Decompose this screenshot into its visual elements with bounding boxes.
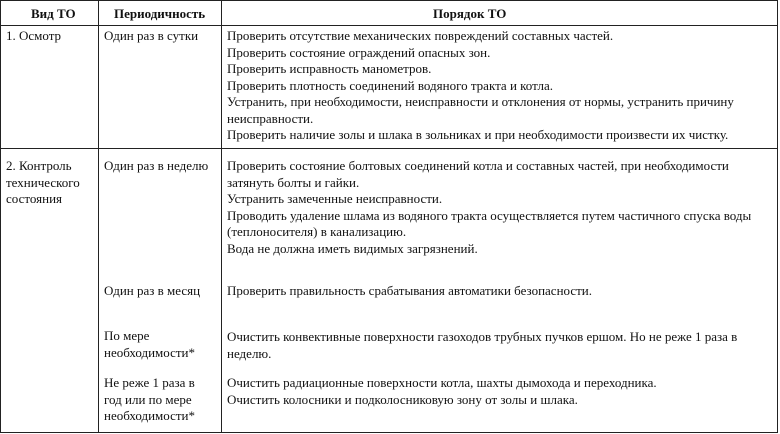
procedure-line: Проверить отсутствие механических повреждений составных частей. (227, 28, 614, 43)
procedure-yearly (227, 375, 657, 408)
procedure-line: затянуть болты и гайки. (227, 174, 360, 190)
period-line: необходимости* (104, 344, 196, 360)
period-as-needed (104, 328, 195, 361)
period-line: Не реже 1 раза в (104, 375, 195, 390)
procedure-line: Устранить замеченные неисправности. (227, 191, 443, 206)
column-divider (221, 1, 222, 432)
procedure-line: Устранить, при необходимости, неисправности и отклонения от нормы, устранить причину (227, 94, 734, 109)
period-line: год или по мере (104, 391, 192, 407)
period-line: необходимости* (104, 408, 196, 423)
header-periodicity: Периодичность (114, 6, 206, 21)
row-type-technical-control (6, 158, 80, 208)
procedure-line: Проверить исправность манометров. (227, 61, 432, 76)
procedure-line: Проверить правильность срабатывания автоматики безопасности. (227, 283, 593, 298)
procedure-line: неисправности. (227, 110, 314, 126)
procedure-line: Проверить плотность соединений водяного тракта и котла. (227, 77, 554, 93)
type-line: 2. Контроль (6, 158, 72, 173)
row-type-inspection: 1. Осмотр (6, 28, 62, 43)
type-line: состояния (6, 191, 62, 206)
row-divider (1, 148, 777, 149)
procedure-line: Проверить состояние ограждений опасных зон. (227, 44, 491, 60)
procedure-line: Проверить состояние болтовых соединений котла и составных частей, при необходимости (227, 158, 729, 173)
period-line: По мере (104, 328, 150, 343)
procedure-line: Очистить конвективные поверхности газоходов трубных пучков ершом. Но не реже 1 раза в (227, 329, 738, 344)
procedure-line: Очистить колосники и подколосниковую зону от золы и шлака. (227, 391, 578, 407)
header-procedure: Порядок ТО (433, 6, 507, 21)
header-type: Вид ТО (31, 6, 76, 21)
procedure-line: Вода не должна иметь видимых загрязнений. (227, 240, 478, 256)
procedure-line: Проводить удаление шлама из водяного тракта осуществляется путем частичного спуска воды (227, 207, 752, 223)
period-yearly (104, 375, 195, 425)
procedure-weekly (227, 158, 751, 257)
period-daily: Один раз в сутки (104, 28, 199, 43)
procedure-line: Проверить наличие золы и шлака в зольниках и при необходимости произвести их чистку. (227, 127, 729, 142)
type-line: технического (6, 174, 80, 190)
procedure-line: Очистить радиационные поверхности котла, шахты дымохода и переходника. (227, 375, 657, 390)
procedure-daily (227, 28, 734, 144)
header-divider (1, 25, 777, 26)
procedure-monthly (227, 283, 592, 300)
period-weekly: Один раз в неделю (104, 158, 209, 173)
procedure-line: неделю. (227, 345, 272, 361)
procedure-line: (теплоносителя) в канализацию. (227, 224, 407, 239)
column-divider (98, 1, 99, 432)
procedure-as-needed (227, 329, 737, 362)
period-monthly: Один раз в месяц (104, 283, 201, 298)
